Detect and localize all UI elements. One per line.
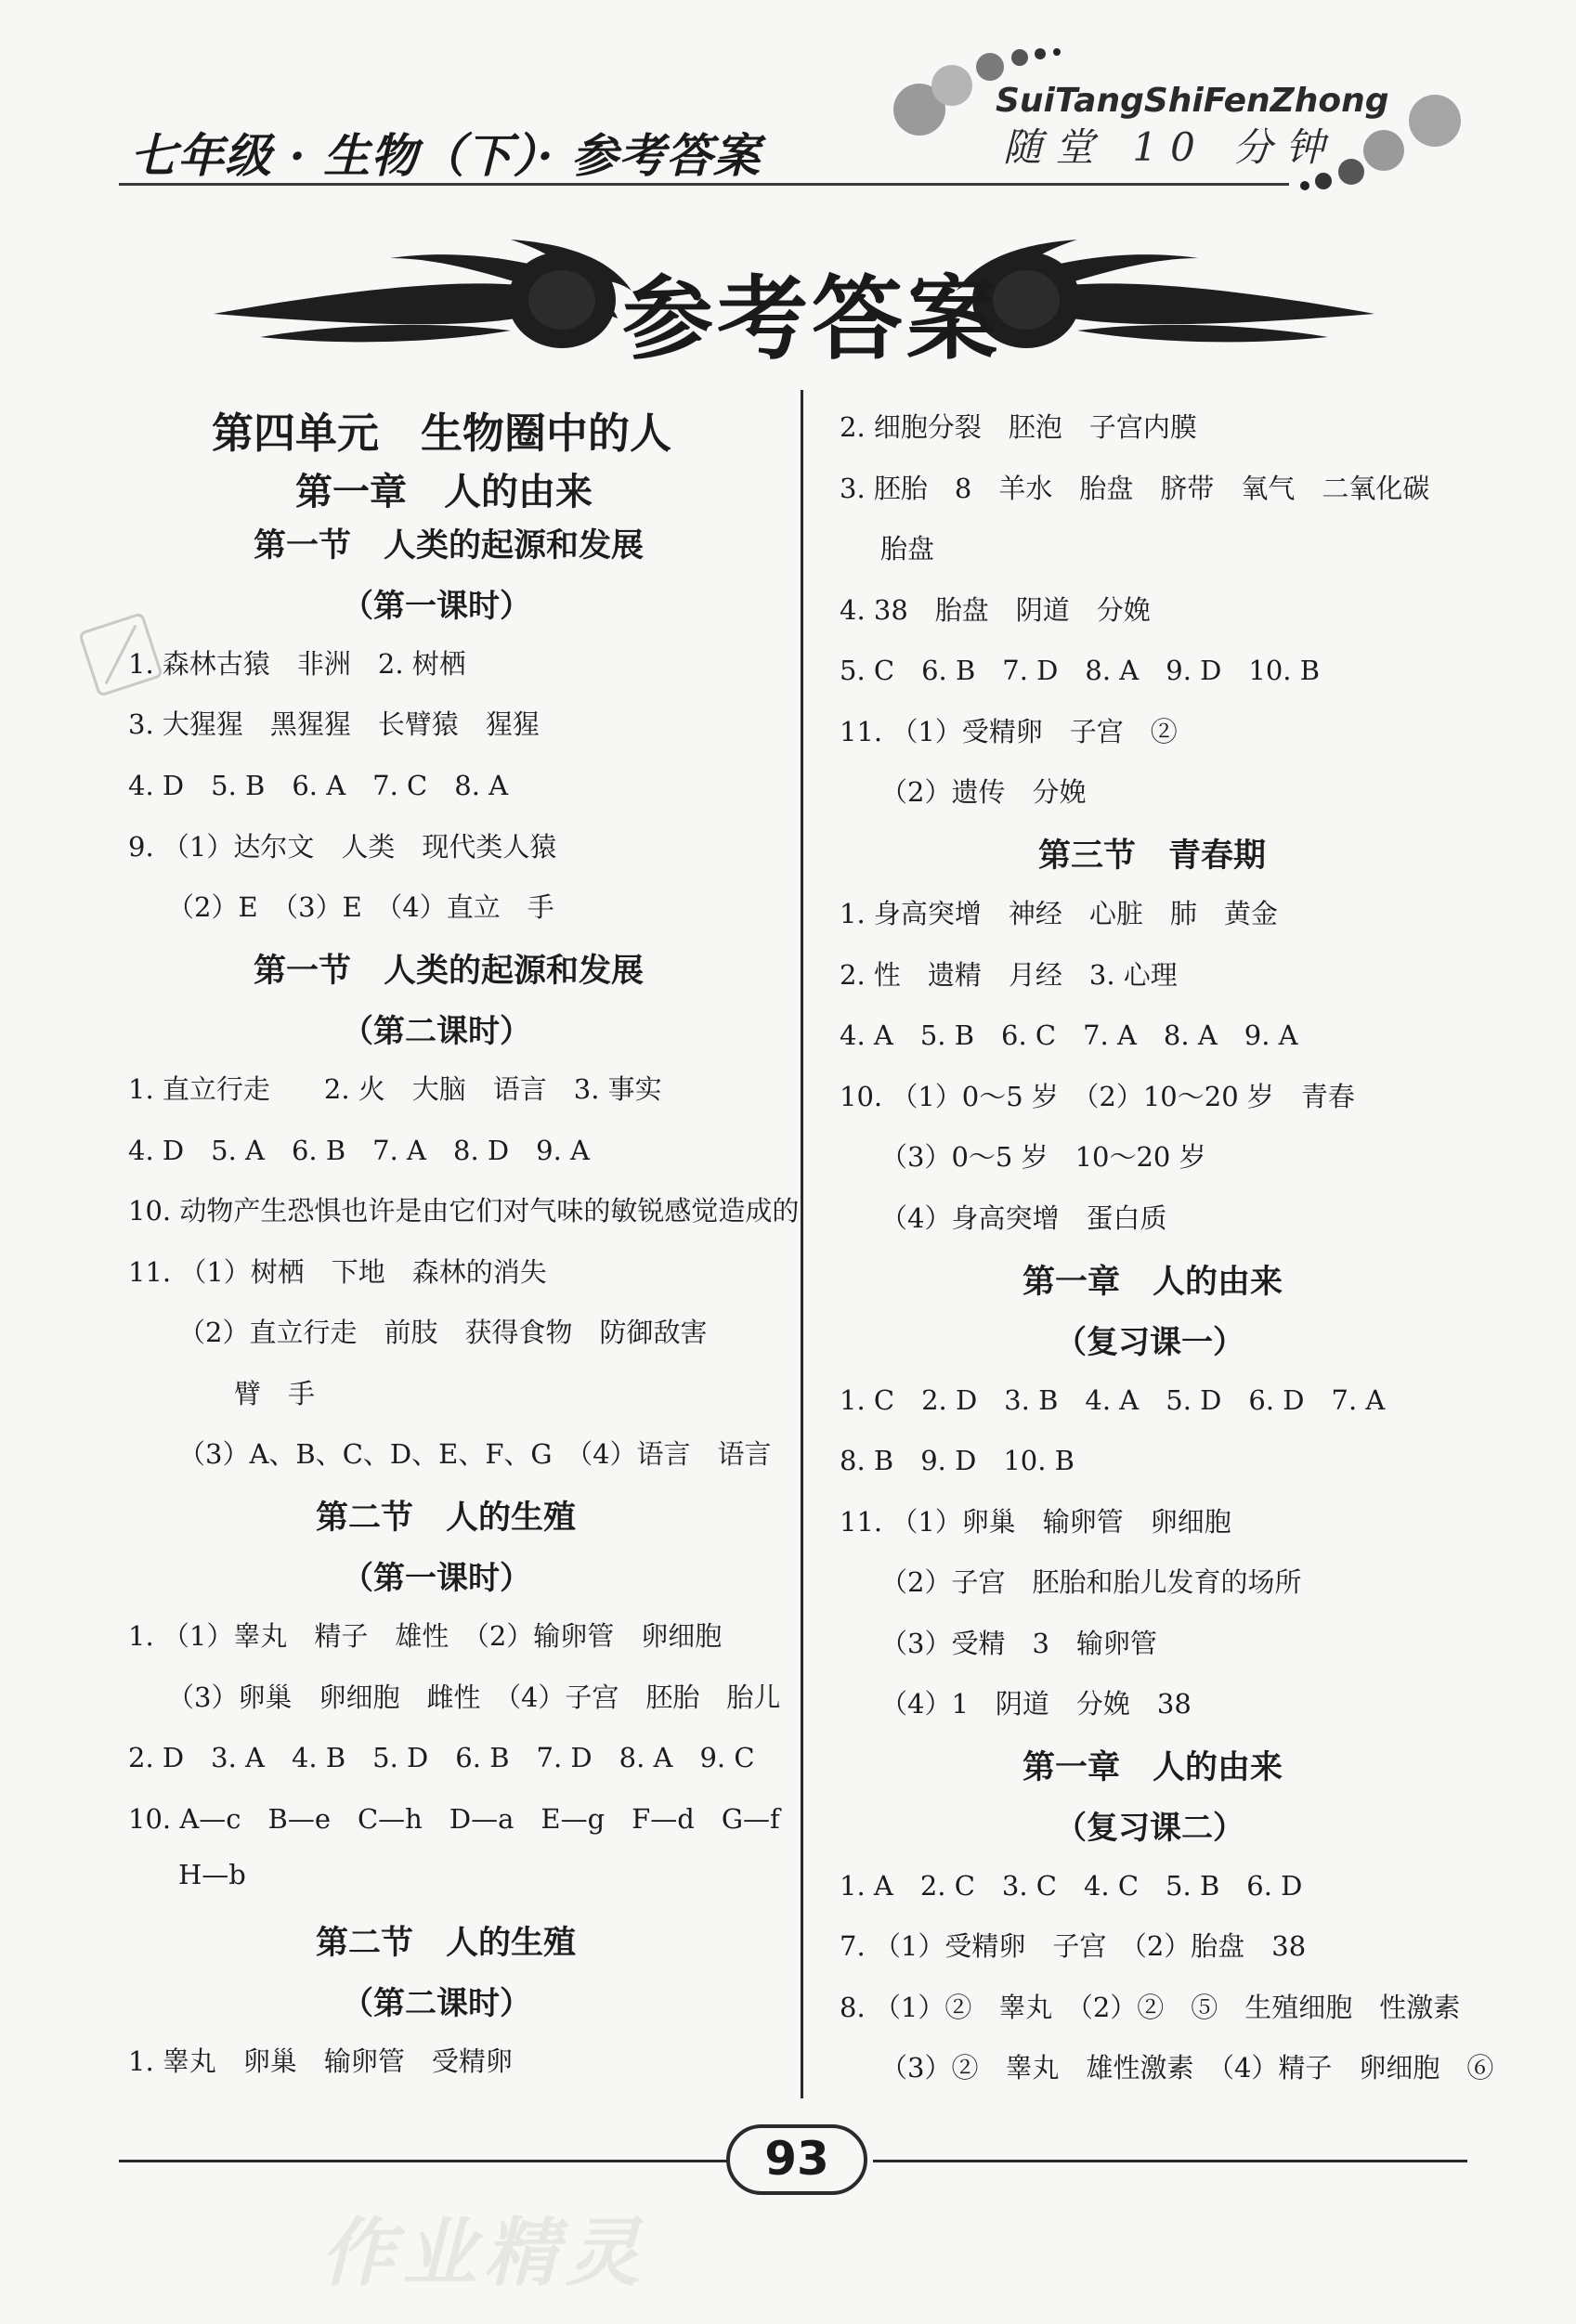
answer-line: 7. （1）受精卵 子宫 （2）胎盘 38 (840, 1930, 1307, 1962)
answer-line: （2）直立行走 前肢 获得食物 防御敌害 (178, 1317, 708, 1348)
answer-line: （2）E （3）E （4）直立 手 (167, 891, 554, 923)
banner-title: 参考答案 (622, 266, 1002, 372)
section-heading: 第二节 人的生殖 (316, 1500, 577, 1537)
brand-chinese-text: 随堂 10 分钟 (1003, 124, 1338, 170)
answer-line: 5. C 6. B 7. D 8. A 9. D 10. B (840, 655, 1321, 686)
answer-line: 10. 动物产生恐惧也许是由它们对气味的敏锐感觉造成的 (128, 1195, 800, 1227)
answer-line: 1. C 2. D 3. B 4. A 5. D 6. D 7. A (840, 1384, 1386, 1416)
answer-line: 2. 细胞分裂 胚泡 子宫内膜 (840, 411, 1197, 443)
answer-line: 2. D 3. A 4. B 5. D 6. B 7. D 8. A 9. C (128, 1742, 755, 1773)
answer-line: 1. 身高突增 神经 心脏 肺 黄金 (840, 898, 1278, 929)
section-heading: 第一章 人的由来 (295, 471, 593, 513)
answer-line: （3）卵巢 卵细胞 雌性 （4）子宫 胚胎 胎儿 (167, 1681, 781, 1713)
answer-line: （2）遗传 分娩 (880, 776, 1087, 808)
header-rule (119, 183, 1289, 186)
section-heading: （复习课二） (1055, 1810, 1244, 1847)
section-heading: （第二课时） (342, 1013, 531, 1050)
answer-line: 1. 睾丸 卵巢 输卵管 受精卵 (128, 2045, 513, 2077)
answer-line: 臂 手 (234, 1378, 316, 1409)
answer-line: 1. A 2. C 3. C 4. C 5. B 6. D (840, 1870, 1303, 1902)
footer-rule-right (873, 2160, 1467, 2162)
answer-line: 10. （1）0～5 岁 （2）10～20 岁 青春 (840, 1081, 1355, 1112)
section-heading: 第一节 人类的起源和发展 (254, 953, 645, 990)
answer-line: 11. （1）卵巢 输卵管 卵细胞 (840, 1506, 1231, 1538)
answer-line: 11. （1）受精卵 子宫 ② (840, 716, 1178, 747)
answer-line: 11. （1）树栖 下地 森林的消失 (128, 1256, 547, 1288)
answer-line: （3）A、B、C、D、E、F、G （4）语言 语言 (178, 1438, 772, 1470)
answer-line: 2. 性 遗精 月经 3. 心理 (840, 959, 1178, 991)
answer-line: 8. （1）② 睾丸 （2）② ⑤ 生殖细胞 性激素 (840, 1992, 1461, 2023)
answer-line: 10. A—c B—e C—h D—a E—g F—d G—f (128, 1803, 780, 1835)
watermark-text: 作业精灵 (320, 2209, 647, 2296)
page-header (0, 0, 1576, 204)
answer-line: H—b (178, 1859, 246, 1890)
answer-line: （3）受精 3 输卵管 (880, 1628, 1157, 1659)
brand-latin-text: SuiTangShiFenZhong (996, 82, 1389, 120)
section-heading: （第一课时） (342, 588, 531, 625)
answer-line: 8. B 9. D 10. B (840, 1445, 1075, 1476)
page-number: 93 (764, 2132, 829, 2186)
section-heading: 第二节 人的生殖 (316, 1925, 577, 1962)
section-heading: 第一节 人类的起源和发展 (254, 527, 645, 565)
section-heading: （复习课一） (1055, 1324, 1244, 1361)
section-heading: （第一课时） (342, 1560, 531, 1597)
answer-line: （3）0～5 岁 10～20 岁 (880, 1141, 1206, 1173)
watermark-logo (320, 2193, 647, 2300)
answer-line: （3）② 睾丸 雄性激素 （4）精子 卵细胞 ⑥ (880, 2052, 1494, 2084)
answer-line: （4）1 阴道 分娩 38 (880, 1688, 1192, 1720)
answer-line: （2）子宫 胚胎和胎儿发育的场所 (880, 1566, 1302, 1598)
answer-line: 4. D 5. B 6. A 7. C 8. A (128, 770, 509, 801)
answer-line: 1. （1）睾丸 精子 雄性 （2）输卵管 卵细胞 (128, 1620, 723, 1652)
answer-line: 3. 胚胎 8 羊水 胎盘 脐带 氧气 二氧化碳 (840, 473, 1430, 504)
answer-line: 4. A 5. B 6. C 7. A 8. A 9. A (840, 1019, 1298, 1051)
answer-line: 4. 38 胎盘 阴道 分娩 (840, 594, 1151, 626)
answer-line: 1. 森林古猿 非洲 2. 树栖 (128, 648, 466, 680)
header-title: 七年级 · 生物（下）· 参考答案 (130, 128, 762, 183)
answer-line: 1. 直立行走 2. 火 大脑 语言 3. 事实 (128, 1073, 662, 1105)
section-heading: 第四单元 生物圈中的人 (212, 409, 672, 458)
section-heading: 第三节 青春期 (1038, 837, 1267, 875)
answer-line: 3. 大猩猩 黑猩猩 长臂猿 猩猩 (128, 708, 540, 740)
answer-line: 4. D 5. A 6. B 7. A 8. D 9. A (128, 1135, 590, 1166)
section-heading: 第一章 人的由来 (1022, 1264, 1283, 1301)
answer-line: （4）身高突增 蛋白质 (880, 1202, 1167, 1234)
section-heading: 第一章 人的由来 (1022, 1749, 1283, 1786)
answer-line: 胎盘 (880, 533, 935, 565)
answer-line: 9. （1）达尔文 人类 现代类人猿 (128, 831, 557, 863)
section-heading: （第二课时） (342, 1985, 531, 2022)
column-divider (801, 390, 803, 2098)
footer-rule-left (119, 2160, 732, 2162)
